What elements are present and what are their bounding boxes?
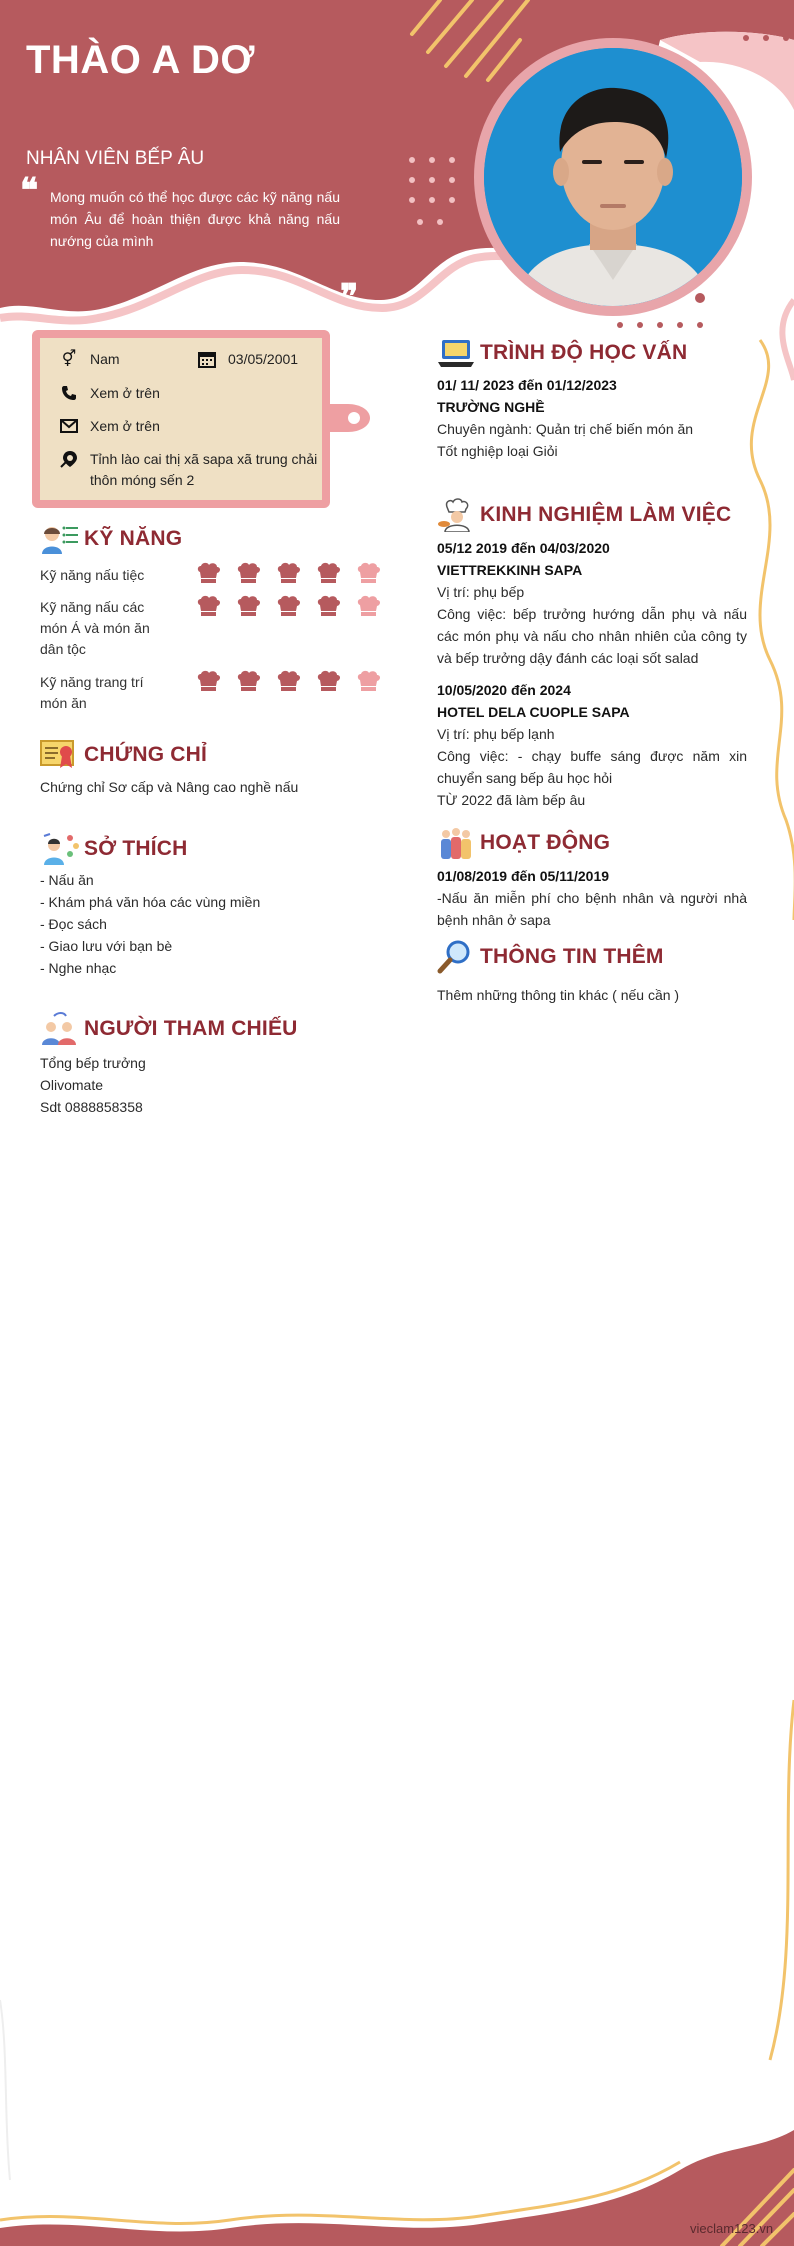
chef-hat-icon [356, 670, 381, 692]
chef-hat-icon [196, 562, 221, 584]
chef-skills-icon [40, 522, 80, 556]
education-result: Tốt nghiệp loại Giỏi [437, 443, 558, 459]
job-position: Vị trí: phụ bếp lạnh [437, 726, 555, 742]
footer-brand[interactable]: vieclam123.vn [690, 2221, 774, 2236]
experience-section-header [436, 498, 731, 532]
chef-hat-icon [276, 670, 301, 692]
job-description: Công việc: bếp trưởng hướng dẫn phụ và nấu các món phụ và nấu cho nhân nhiên của công ty và bếp trưởng dậy đánh các loại sốt salad [437, 606, 747, 666]
chef-hat-icon [276, 595, 301, 617]
mail-icon [58, 416, 80, 436]
address-row [58, 449, 328, 491]
experience-title: KINH NGHIỆM LÀM VIỆC [480, 503, 732, 526]
chef-hat-icon [236, 670, 261, 692]
references-title: NGƯỜI THAM CHIẾU [84, 1017, 298, 1040]
hobby-icon [40, 832, 80, 866]
hobby-item: - Nghe nhạc [40, 960, 117, 976]
job-period: 10/05/2020 đến 2024 [437, 682, 571, 698]
chef-hat-icon [196, 595, 221, 617]
quote-open-icon: ❝ [20, 171, 39, 211]
hobbies-title: SỞ THÍCH [84, 837, 188, 860]
chef-hat-icon [356, 595, 381, 617]
certificate-text: Chứng chỉ Sơ cấp và Nâng cao nghề nấu [40, 779, 299, 795]
references-section-header [40, 1012, 298, 1046]
certificates-title: CHỨNG CHỈ [84, 743, 208, 766]
more-info-title: THÔNG TIN THÊM [480, 945, 664, 968]
group-icon [436, 826, 476, 860]
avatar [484, 48, 742, 306]
chef-hat-icon [236, 595, 261, 617]
calendar-icon [196, 349, 218, 369]
hobby-item: - Nấu ăn [40, 872, 94, 888]
more-info-text: Thêm những thông tin khác ( nếu cần ) [437, 987, 680, 1003]
email-row [58, 416, 160, 437]
birthday-value: 03/05/2001 [228, 351, 299, 367]
certificates-section-header [40, 738, 207, 772]
chef-hat-icon [236, 562, 261, 584]
chef-hat-icon [356, 562, 381, 584]
hobby-item: - Giao lưu với bạn bè [40, 938, 173, 954]
skill-rating [196, 595, 381, 617]
skill-label: Kỹ năng nấu tiệc [40, 567, 145, 583]
career-objective: Mong muốn có thể học được các kỹ năng nấu món Âu để hoàn thiện được khả năng nấu nướng của mình [50, 189, 340, 249]
skill-rating [196, 670, 381, 692]
job-period: 05/12 2019 đến 04/03/2020 [437, 540, 610, 556]
phone-value: Xem ở trên [90, 385, 160, 401]
education-major: Chuyên ngành: Quản trị chế biến món ăn [437, 421, 694, 437]
job-extra: TỪ 2022 đã làm bếp âu [437, 792, 586, 808]
gender-row [58, 349, 120, 370]
email-value: Xem ở trên [90, 418, 160, 434]
activity-period: 01/08/2019 đến 05/11/2019 [437, 868, 610, 884]
chef-hat-icon [276, 562, 301, 584]
chef-icon [436, 498, 476, 532]
education-school: TRƯỜNG NGHỀ [437, 399, 545, 415]
chef-hat-icon [316, 562, 341, 584]
people-icon [40, 1012, 80, 1046]
job-position: Vị trí: phụ bếp [437, 584, 525, 600]
birthday-row [196, 349, 298, 370]
candidate-name: THÀO A DƠ [26, 38, 255, 82]
hobbies-section-header [40, 832, 188, 866]
education-title: TRÌNH ĐỘ HỌC VẤN [480, 341, 688, 364]
card-handle-decoration [326, 398, 372, 438]
reference-line: Tổng bếp trưởng [40, 1055, 146, 1071]
more-info-section-header [436, 940, 664, 974]
reference-line: Olivomate [40, 1077, 104, 1093]
phone-icon [58, 383, 80, 403]
job-title: NHÂN VIÊN BẾP ÂU [26, 148, 205, 169]
hobby-item: - Khám phá văn hóa các vùng miền [40, 894, 261, 910]
activities-section-header [436, 826, 610, 860]
skill-rating [196, 562, 381, 584]
address-value: Tỉnh lào cai thị xã sapa xã trung chải thôn móng sến 2 [90, 451, 318, 488]
skills-section-header [40, 522, 182, 556]
education-section-header [436, 336, 687, 370]
certificate-icon [40, 738, 80, 772]
job-company: VIETTREKKINH SAPA [437, 562, 583, 578]
skills-title: KỸ NĂNG [84, 527, 183, 550]
activities-title: HOẠT ĐỘNG [480, 831, 611, 854]
chef-hat-icon [316, 595, 341, 617]
phone-row [58, 383, 160, 404]
gender-icon: ⚥ [61, 350, 77, 368]
gender-value: Nam [90, 351, 120, 367]
chef-hat-icon [196, 670, 221, 692]
activity-description: -Nấu ăn miễn phí cho bệnh nhân và người nhà bệnh nhân ở sapa [437, 890, 747, 928]
hobby-item: - Đọc sách [40, 916, 107, 932]
chef-hat-icon [316, 670, 341, 692]
job-description: Công việc: - chạy buffe sáng được năm xin chuyển sang bếp âu học hỏi [437, 748, 747, 786]
skill-label: Kỹ năng nấu các món Á và món ăn dân tộc [40, 599, 150, 657]
magnifier-icon [436, 940, 476, 974]
quote-close-icon: ❞ [340, 277, 359, 317]
skill-label: Kỹ năng trang trí món ăn [40, 674, 144, 711]
reference-line: Sdt 0888858358 [40, 1099, 143, 1115]
job-company: HOTEL DELA CUOPLE SAPA [437, 704, 630, 720]
education-period: 01/ 11/ 2023 đến 01/12/2023 [437, 377, 617, 393]
laptop-icon [436, 336, 476, 370]
map-pin-icon [58, 449, 80, 469]
